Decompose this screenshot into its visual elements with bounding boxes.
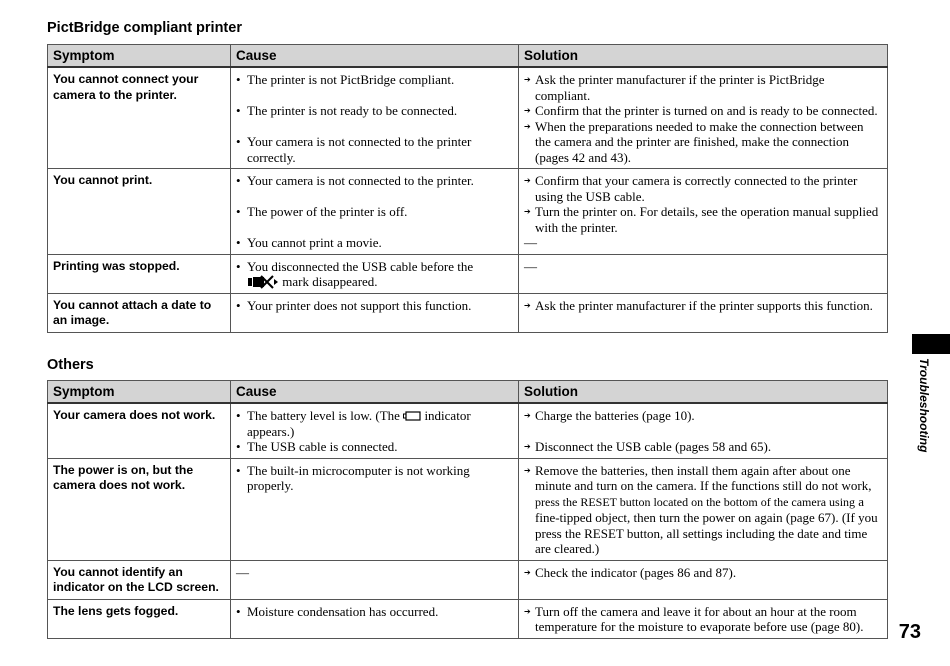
cause-item: • The power of the printer is off. xyxy=(236,204,513,220)
solution-item: ➔ When the preparations needed to make the connection between the camera and the printer are finished, make the connection (pages 42 and 43). xyxy=(524,119,882,166)
solution-item: ➔ Ask the printer manufacturer if the printer supports this function. xyxy=(524,298,882,314)
solution-text-b: press the RESET button located on the bottom of the camera using xyxy=(535,494,856,509)
symptom-cell: The power is on, but the camera does not work. xyxy=(48,458,231,560)
cause-text-prefix: The battery level is low. (The xyxy=(247,408,400,423)
solution-text-a: Remove the batteries, then install them again after about one minute and turn on the camera. If the functions still do not work, xyxy=(535,462,872,493)
solution-item: ➔ Disconnect the USB cable (pages 58 and 65). xyxy=(524,439,882,455)
symptom-cell: You cannot attach a date to an image. xyxy=(48,293,231,332)
cause-cell xyxy=(231,458,519,560)
cause-item xyxy=(236,259,513,290)
table-row xyxy=(48,560,888,599)
solution-dash: — xyxy=(524,235,537,250)
solution-item: ➔ Confirm that your camera is correctly connected to the printer using the USB cable. xyxy=(524,173,882,204)
solution-item: ➔ Turn off the camera and leave it for about an hour at the room temperature for the moisture to evaporate before use (page 80). xyxy=(524,604,882,635)
cause-item: • The printer is not ready to be connected. xyxy=(236,103,513,119)
solution-cell xyxy=(519,560,888,599)
table-header-row xyxy=(48,45,888,68)
symptom-cell: You cannot identify an indicator on the LCD screen. xyxy=(48,560,231,599)
section-title-pictbridge: PictBridge compliant printer xyxy=(47,20,242,36)
side-tab-marker xyxy=(912,334,950,354)
solution-item: ➔ Ask the printer manufacturer if the printer is PictBridge compliant. xyxy=(524,72,882,103)
pictbridge-table xyxy=(47,44,888,333)
solution-text-c: a fine-tipped object, then turn the power on again (page 67). (If you press the RESET button, all settings including the date and time are cleared.) xyxy=(535,493,878,556)
side-tab-label: Troubleshooting xyxy=(917,358,931,453)
cause-item: • The USB cable is connected. xyxy=(236,439,513,455)
cause-item: • Moisture condensation has occurred. xyxy=(236,604,513,620)
table-row xyxy=(48,67,888,169)
header-cause: Cause xyxy=(231,381,519,404)
cause-cell: — xyxy=(231,560,519,599)
solution-cell xyxy=(519,599,888,638)
cause-item xyxy=(236,408,513,439)
table-row xyxy=(48,169,888,255)
symptom-cell: You cannot print. xyxy=(48,169,231,255)
solution-cell: — xyxy=(519,254,888,293)
symptom-cell: You cannot connect your camera to the printer. xyxy=(48,67,231,169)
cause-item: • Your printer does not support this function. xyxy=(236,298,513,314)
table-row xyxy=(48,254,888,293)
table-row xyxy=(48,403,888,458)
cause-item: • The printer is not PictBridge compliant. xyxy=(236,72,513,88)
solution-cell xyxy=(519,169,888,255)
cause-cell xyxy=(231,403,519,458)
header-solution: Solution xyxy=(519,45,888,68)
symptom-cell: Printing was stopped. xyxy=(48,254,231,293)
solution-cell xyxy=(519,458,888,560)
cause-text-suffix: indicator appears.) xyxy=(247,408,471,439)
page-number: 73 xyxy=(898,621,921,643)
table-header-row xyxy=(48,381,888,404)
cause-item: • The built-in microcomputer is not working properly. xyxy=(236,463,513,494)
table-row xyxy=(48,293,888,332)
solution-item xyxy=(524,463,882,557)
symptom-cell: The lens gets fogged. xyxy=(48,599,231,638)
header-cause: Cause xyxy=(231,45,519,68)
symptom-cell: Your camera does not work. xyxy=(48,403,231,458)
cause-text-suffix: mark disappeared. xyxy=(282,274,378,289)
cause-cell xyxy=(231,67,519,169)
cause-cell xyxy=(231,169,519,255)
solution-item: ➔ Charge the batteries (page 10). xyxy=(524,408,882,424)
header-symptom: Symptom xyxy=(48,45,231,68)
cause-item: • Your camera is not connected to the printer. xyxy=(236,173,513,189)
cause-text-prefix: You disconnected the USB cable before the xyxy=(247,258,474,274)
cause-item: • You cannot print a movie. xyxy=(236,235,513,251)
section-title-others: Others xyxy=(47,357,94,373)
solution-item: ➔ Check the indicator (pages 86 and 87). xyxy=(524,565,882,581)
solution-cell xyxy=(519,293,888,332)
header-solution: Solution xyxy=(519,381,888,404)
cause-cell xyxy=(231,599,519,638)
solution-cell xyxy=(519,403,888,458)
header-symptom: Symptom xyxy=(48,381,231,404)
table-row xyxy=(48,599,888,638)
table-row xyxy=(48,458,888,560)
cause-cell xyxy=(231,254,519,293)
usb-connecting-icon xyxy=(247,275,279,289)
solution-item: ➔ Confirm that the printer is turned on and is ready to be connected. xyxy=(524,103,882,119)
battery-low-icon xyxy=(403,411,421,421)
cause-item: • Your camera is not connected to the printer correctly. xyxy=(236,134,513,165)
cause-cell xyxy=(231,293,519,332)
solution-item: ➔ Turn the printer on. For details, see the operation manual supplied with the printer. xyxy=(524,204,882,235)
solution-cell xyxy=(519,67,888,169)
others-table xyxy=(47,380,888,639)
